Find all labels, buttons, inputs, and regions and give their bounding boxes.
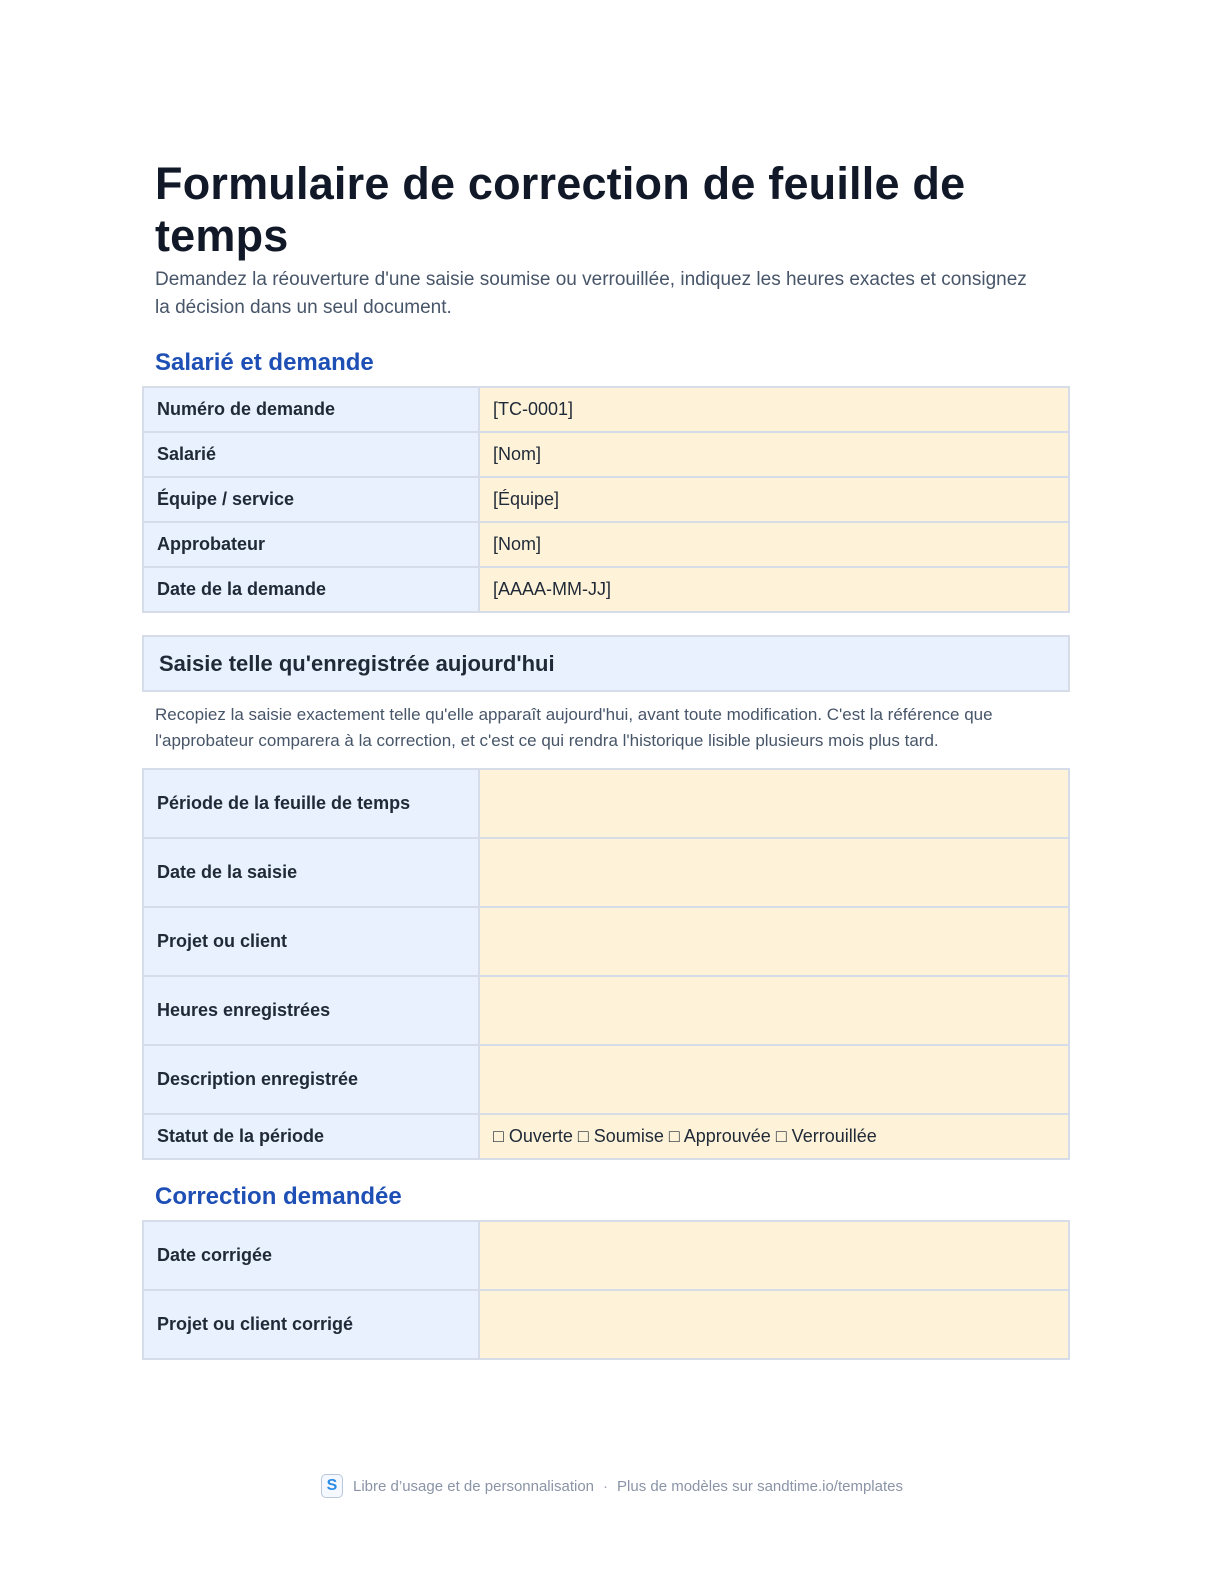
field-label: Projet ou client [143,907,479,976]
employee-request-table [142,386,1070,613]
section-heading-correction: Correction demandée [155,1183,402,1210]
recorded-hours-field[interactable] [479,976,1069,1045]
field-label: Numéro de demande [143,387,479,432]
table-row [143,1221,1069,1290]
document-subtitle: Demandez la réouverture d'une saisie soumise ou verrouillée, indiquez les heures exactes et consignez la décision dans un seul document. [155,269,1027,318]
table-row [143,769,1069,838]
table-row [143,976,1069,1045]
section-callout-current-entry [142,635,1070,692]
checkbox-submitted[interactable]: □ Soumise [577,1126,664,1146]
table-row [143,1114,1069,1159]
current-entry-table [142,768,1070,1160]
field-label: Équipe / service [143,477,479,522]
project-client-field[interactable] [479,907,1069,976]
field-label: Date de la saisie [143,838,479,907]
corrected-date-field[interactable] [479,1221,1069,1290]
field-label: Période de la feuille de temps [143,769,479,838]
section-heading-current-entry: Saisie telle qu'enregistrée aujourd'hui [159,650,555,676]
correction-table [142,1220,1070,1360]
recorded-description-field[interactable] [479,1045,1069,1114]
entry-date-field[interactable] [479,838,1069,907]
field-label: Projet ou client corrigé [143,1290,479,1359]
section-heading-employee: Salarié et demande [155,349,374,376]
checkbox-open[interactable]: □ Ouverte [493,1126,573,1146]
period-status-options [479,1114,1069,1159]
corrected-project-field[interactable] [479,1290,1069,1359]
field-label: Heures enregistrées [143,976,479,1045]
footer-license-text: Libre d’usage et de personnalisation [353,1477,595,1495]
table-row [143,1290,1069,1359]
table-row [143,838,1069,907]
table-row [143,1045,1069,1114]
table-row [143,477,1069,522]
field-label: Statut de la période [143,1114,479,1159]
timesheet-period-field[interactable] [479,769,1069,838]
table-row [143,387,1069,432]
checkbox-approved[interactable]: □ Approuvée [668,1126,771,1146]
field-label: Date de la demande [143,567,479,612]
approver-field[interactable]: [Nom] [479,522,1069,567]
field-label: Approbateur [143,522,479,567]
field-label: Description enregistrée [143,1045,479,1114]
footer-templates-link[interactable]: Plus de modèles sur sandtime.io/templates [617,1477,903,1495]
table-row [143,907,1069,976]
document-page [142,158,1070,1360]
employee-name-field[interactable]: [Nom] [479,432,1069,477]
footer-separator: · [603,1477,609,1495]
sandtime-logo-icon: S [321,1474,343,1498]
table-row [143,522,1069,567]
page-footer [0,1474,1224,1498]
table-row [143,432,1069,477]
checkbox-locked[interactable]: □ Verrouillée [775,1126,877,1146]
team-field[interactable]: [Équipe] [479,477,1069,522]
document-title: Formulaire de correction de feuille de temps [155,158,966,261]
request-number-field[interactable]: [TC-0001] [479,387,1069,432]
field-label: Salarié [143,432,479,477]
instruction-note: Recopiez la saisie exactement telle qu'elle apparaît aujourd'hui, avant toute modification. C'est la référence que l'approbateur comparera à la correction, et c'est ce qui rendra l'historique lisible plusieurs mois plus tard. [155,705,993,750]
request-date-field[interactable]: [AAAA-MM-JJ] [479,567,1069,612]
table-row [143,567,1069,612]
field-label: Date corrigée [143,1221,479,1290]
